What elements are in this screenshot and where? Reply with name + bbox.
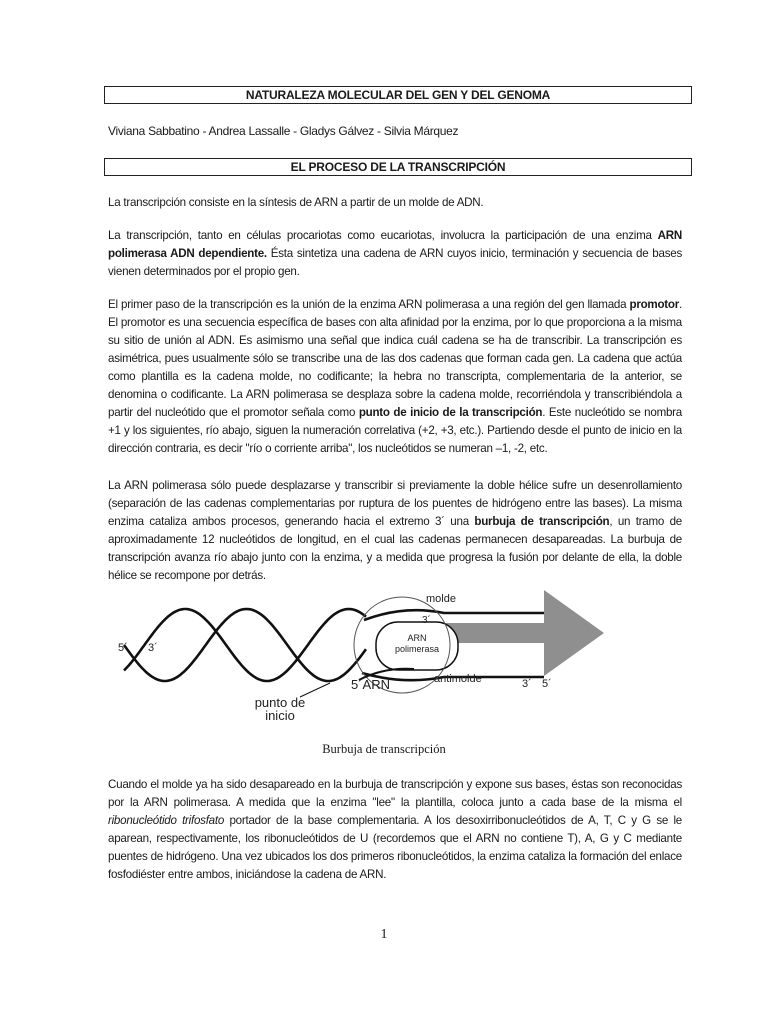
paragraph-3-bold-inicio: punto de inicio de la transcripción [358,406,543,419]
label-enzyme-line1: ARN [407,633,427,643]
paragraph-4-text: La ARN polimerasa sólo puede desplazarse y transcribir si previamente la doble hélice sufre un desenrollamiento (separación de las cadenas complementarias por ruptura de los puentes de hidrógeno entre las bases). La misma enzima cataliza ambos procesos, generando hacia el extremo 3´ una [108,479,682,528]
section-title: EL PROCESO DE LA TRANSCRIPCIÓN [104,158,692,176]
label-molde: molde [426,593,456,605]
paragraph-4 [108,477,682,585]
paragraph-5-text-end: portador de la base complementaria. A los desoxirribonucleótidos de A, T, C y G se le aparean, respectivamente, los ribonucleótidos de U (recordemos que el ARN no contiene T), A, G y C mediante puentes de hidrógeno. Una vez ubicados los dos primeros ribonucleótidos, la enzima cataliza la formación del enlace fosfodiéster entre ambos, iniciándose la cadena de ARN. [108,814,683,881]
label-5-left: 5´ [118,642,128,654]
paragraph-2-text-end: Ésta sintetiza una cadena de ARN cuyos inicio, terminación y secuencia de bases vienen determinados por el propio gen. [108,247,682,278]
transcription-bubble-figure [104,585,704,720]
paragraph-2-bold: ARN polimerasa ADN dependiente. [108,229,682,260]
label-5-right: 5´ [542,678,552,690]
paragraph-3-text-mid: . El promotor es una secuencia específica de bases con alta afinidad por la enzima, por lo que proporciona a la misma su sitio de unión al ADN. Es asimismo una señal que indica cuál cadena se ha de transcribir. La transcripción es asimétrica, pues usualmente sólo se transcribe una de las dos cadenas que forman cada gen. La cadena que actúa como plantilla es la cadena molde, no codificante; la hebra no transcripta, complementaria de la anterior, se denomina o codificante. La ARN polimerasa se desplaza sobre la cadena molde, recorriéndola y transcribiéndola a partir del nucleótido que el promotor señala como [108,298,682,419]
page-number: 1 [380,927,388,942]
paragraph-1: La transcripción consiste en la síntesis de ARN a partir de un molde de ADN. [108,196,484,209]
paragraph-5-text: Cuando el molde ya ha sido desapareado en la burbuja de transcripción y expone sus bases, éstas son reconocidas por la ARN polimerasa. A medida que la enzima "lee" la plantilla, coloca junto a cada base de la misma el [108,778,682,809]
paragraph-3-text-end: . Este nucleótido se nombra +1 y los siguientes, río abajo, siguen la numeración correlativa (+2, +3, etc.). Partiendo desde el punto de inicio en la dirección contraria, es decir "río o corriente arriba", los nucleótidos se numeran –1, -2, etc. [108,406,682,455]
dna-strand-2 [124,609,366,681]
paragraph-5-italic: ribonucleótido trifosfato [108,814,225,827]
document-title: NATURALEZA MOLECULAR DEL GEN Y DEL GENOMA [104,86,692,104]
paragraph-5 [108,776,682,884]
paragraph-3-bold-promotor: promotor [629,298,680,311]
label-antimolde: antimolde [434,673,482,685]
paragraph-3 [108,296,682,458]
label-3-right: 3´ [522,678,532,690]
label-3-left: 3´ [148,642,158,654]
authors-line: Viviana Sabbatino - Andrea Lassalle - Gladys Gálvez - Silvia Márquez [108,124,459,138]
label-5-arn: 5´ARN [351,677,391,692]
paragraph-2 [108,227,682,281]
paragraph-4-text-end: , un tramo de aproximadamente 12 nucleótidos de longitud, en el cual las cadenas permanecen desapareadas. La burbuja de transcripción avanza río abajo junto con la enzima, y a medida que progresa la fusión por delante de ella, la doble hélice se recompone por detrás. [108,515,682,582]
paragraph-2-text: La transcripción, tanto en células procariotas como eucariotas, involucra la participación de una enzima [108,229,658,242]
molde-strand [364,610,544,620]
label-punto-line2: inicio [265,708,295,720]
paragraph-3-text: El primer paso de la transcripción es la unión de la enzima ARN polimerasa a una región del gen llamada [108,298,630,311]
paragraph-4-bold: burbuja de transcripción [474,515,610,528]
label-3-top: 3´ [422,615,431,626]
label-enzyme-line2: polimerasa [394,644,440,654]
label-punto-line1: punto de [254,695,306,710]
figure-caption: Burbuja de transcripción [322,742,446,756]
